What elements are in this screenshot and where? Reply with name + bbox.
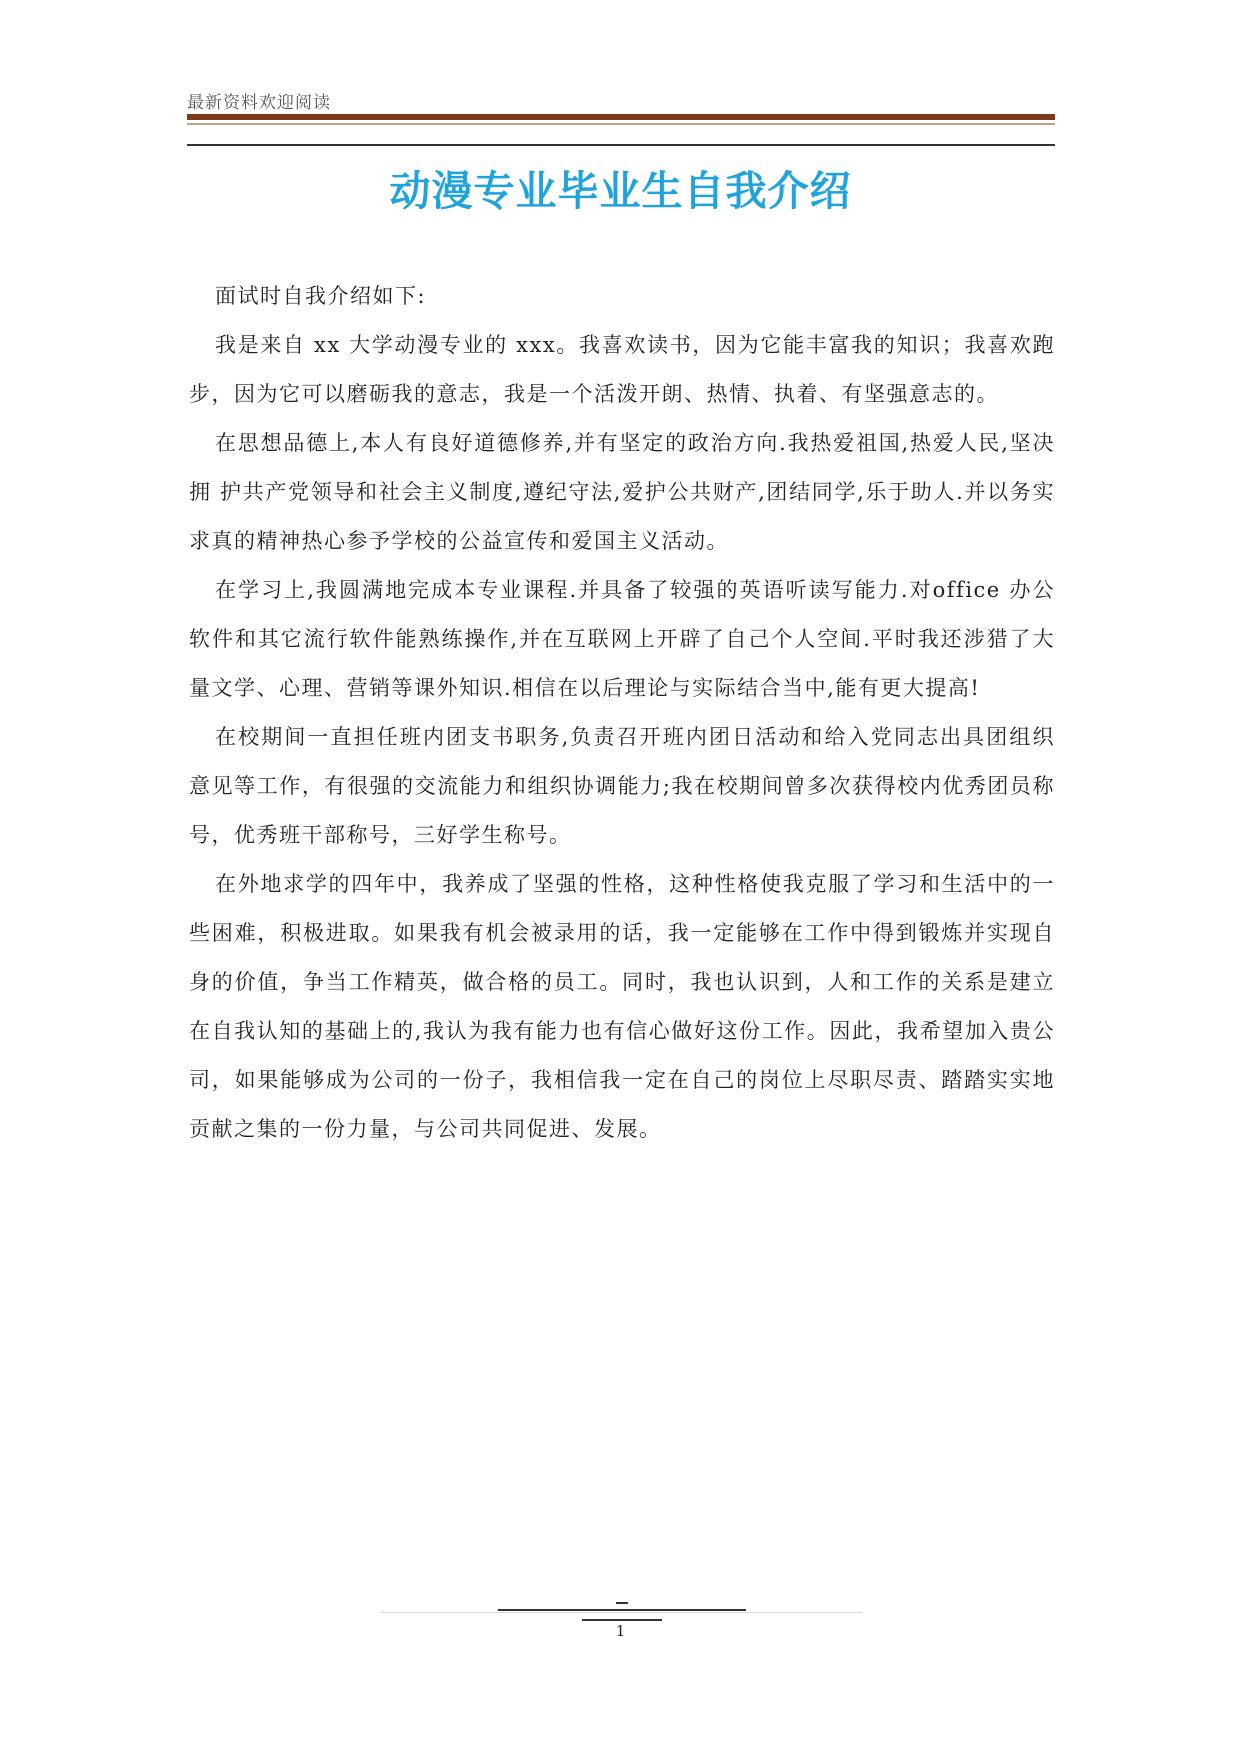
paragraph-background: 我是来自 xx 大学动漫专业的 xxx。我喜欢读书，因为它能丰富我的知识；我喜欢跑步，因为它可以磨砺我的意志，我是一个活泼开朗、热情、执着、有坚强意志的。 <box>189 333 1055 406</box>
header-note: 最新资料欢迎阅读 <box>187 93 331 113</box>
footer-rule-short <box>582 1619 662 1621</box>
footer-rule-inner <box>498 1609 746 1611</box>
paragraph-morality: 在思想品德上,本人有良好道德修养,并有坚定的政治方向.我热爱祖国,热爱人民,坚决拥 护共产党领导和社会主义制度,遵纪守法,爱护公共财产,团结同学,乐于助人.并以务实求真的精神热心参予学校的公益宣传和爱国主义活动。 <box>189 431 1055 553</box>
document-title: 动漫专业毕业生自我介绍 <box>389 167 852 215</box>
paragraph-intro: 面试时自我介绍如下: <box>215 284 427 308</box>
footer-rule-outer <box>380 1612 862 1613</box>
paragraph-study: 在学习上,我圆满地完成本专业课程.并具备了较强的英语听读写能力.对office 办公软件和其它流行软件能熟练操作,并在互联网上开辟了自己个人空间.平时我还涉猎了大量文学、心理、营销等课外知识.相信在以后理论与实际结合当中,能有更大提高! <box>189 578 1055 700</box>
header-rule-thin <box>187 123 1055 125</box>
header-rule-thick <box>187 114 1055 120</box>
document-body <box>189 272 1055 1154</box>
footer-rule-tick <box>616 1602 628 1604</box>
header-rule-dark <box>187 144 1055 146</box>
paragraph-conclusion: 在外地求学的四年中，我养成了坚强的性格，这种性格使我克服了学习和生活中的一些困难，积极进取。如果我有机会被录用的话，我一定能够在工作中得到锻炼并实现自身的价值，争当工作精英，做合格的员工。同时，我也认识到，人和工作的关系是建立在自我认知的基础上的,我认为我有能力也有信心做好这份工作。因此，我希望加入贵公司，如果能够成为公司的一份子，我相信我一定在自己的岗位上尽职尽责、踏踏实实地贡献之集的一份力量，与公司共同促进、发展。 <box>189 872 1055 1141</box>
paragraph-campus-roles: 在校期间一直担任班内团支书职务,负责召开班内团日活动和给入党同志出具团组织意见等工作，有很强的交流能力和组织协调能力;我在校期间曾多次获得校内优秀团员称号，优秀班干部称号，三好学生称号。 <box>189 725 1055 847</box>
page-number: 1 <box>615 1622 626 1640</box>
